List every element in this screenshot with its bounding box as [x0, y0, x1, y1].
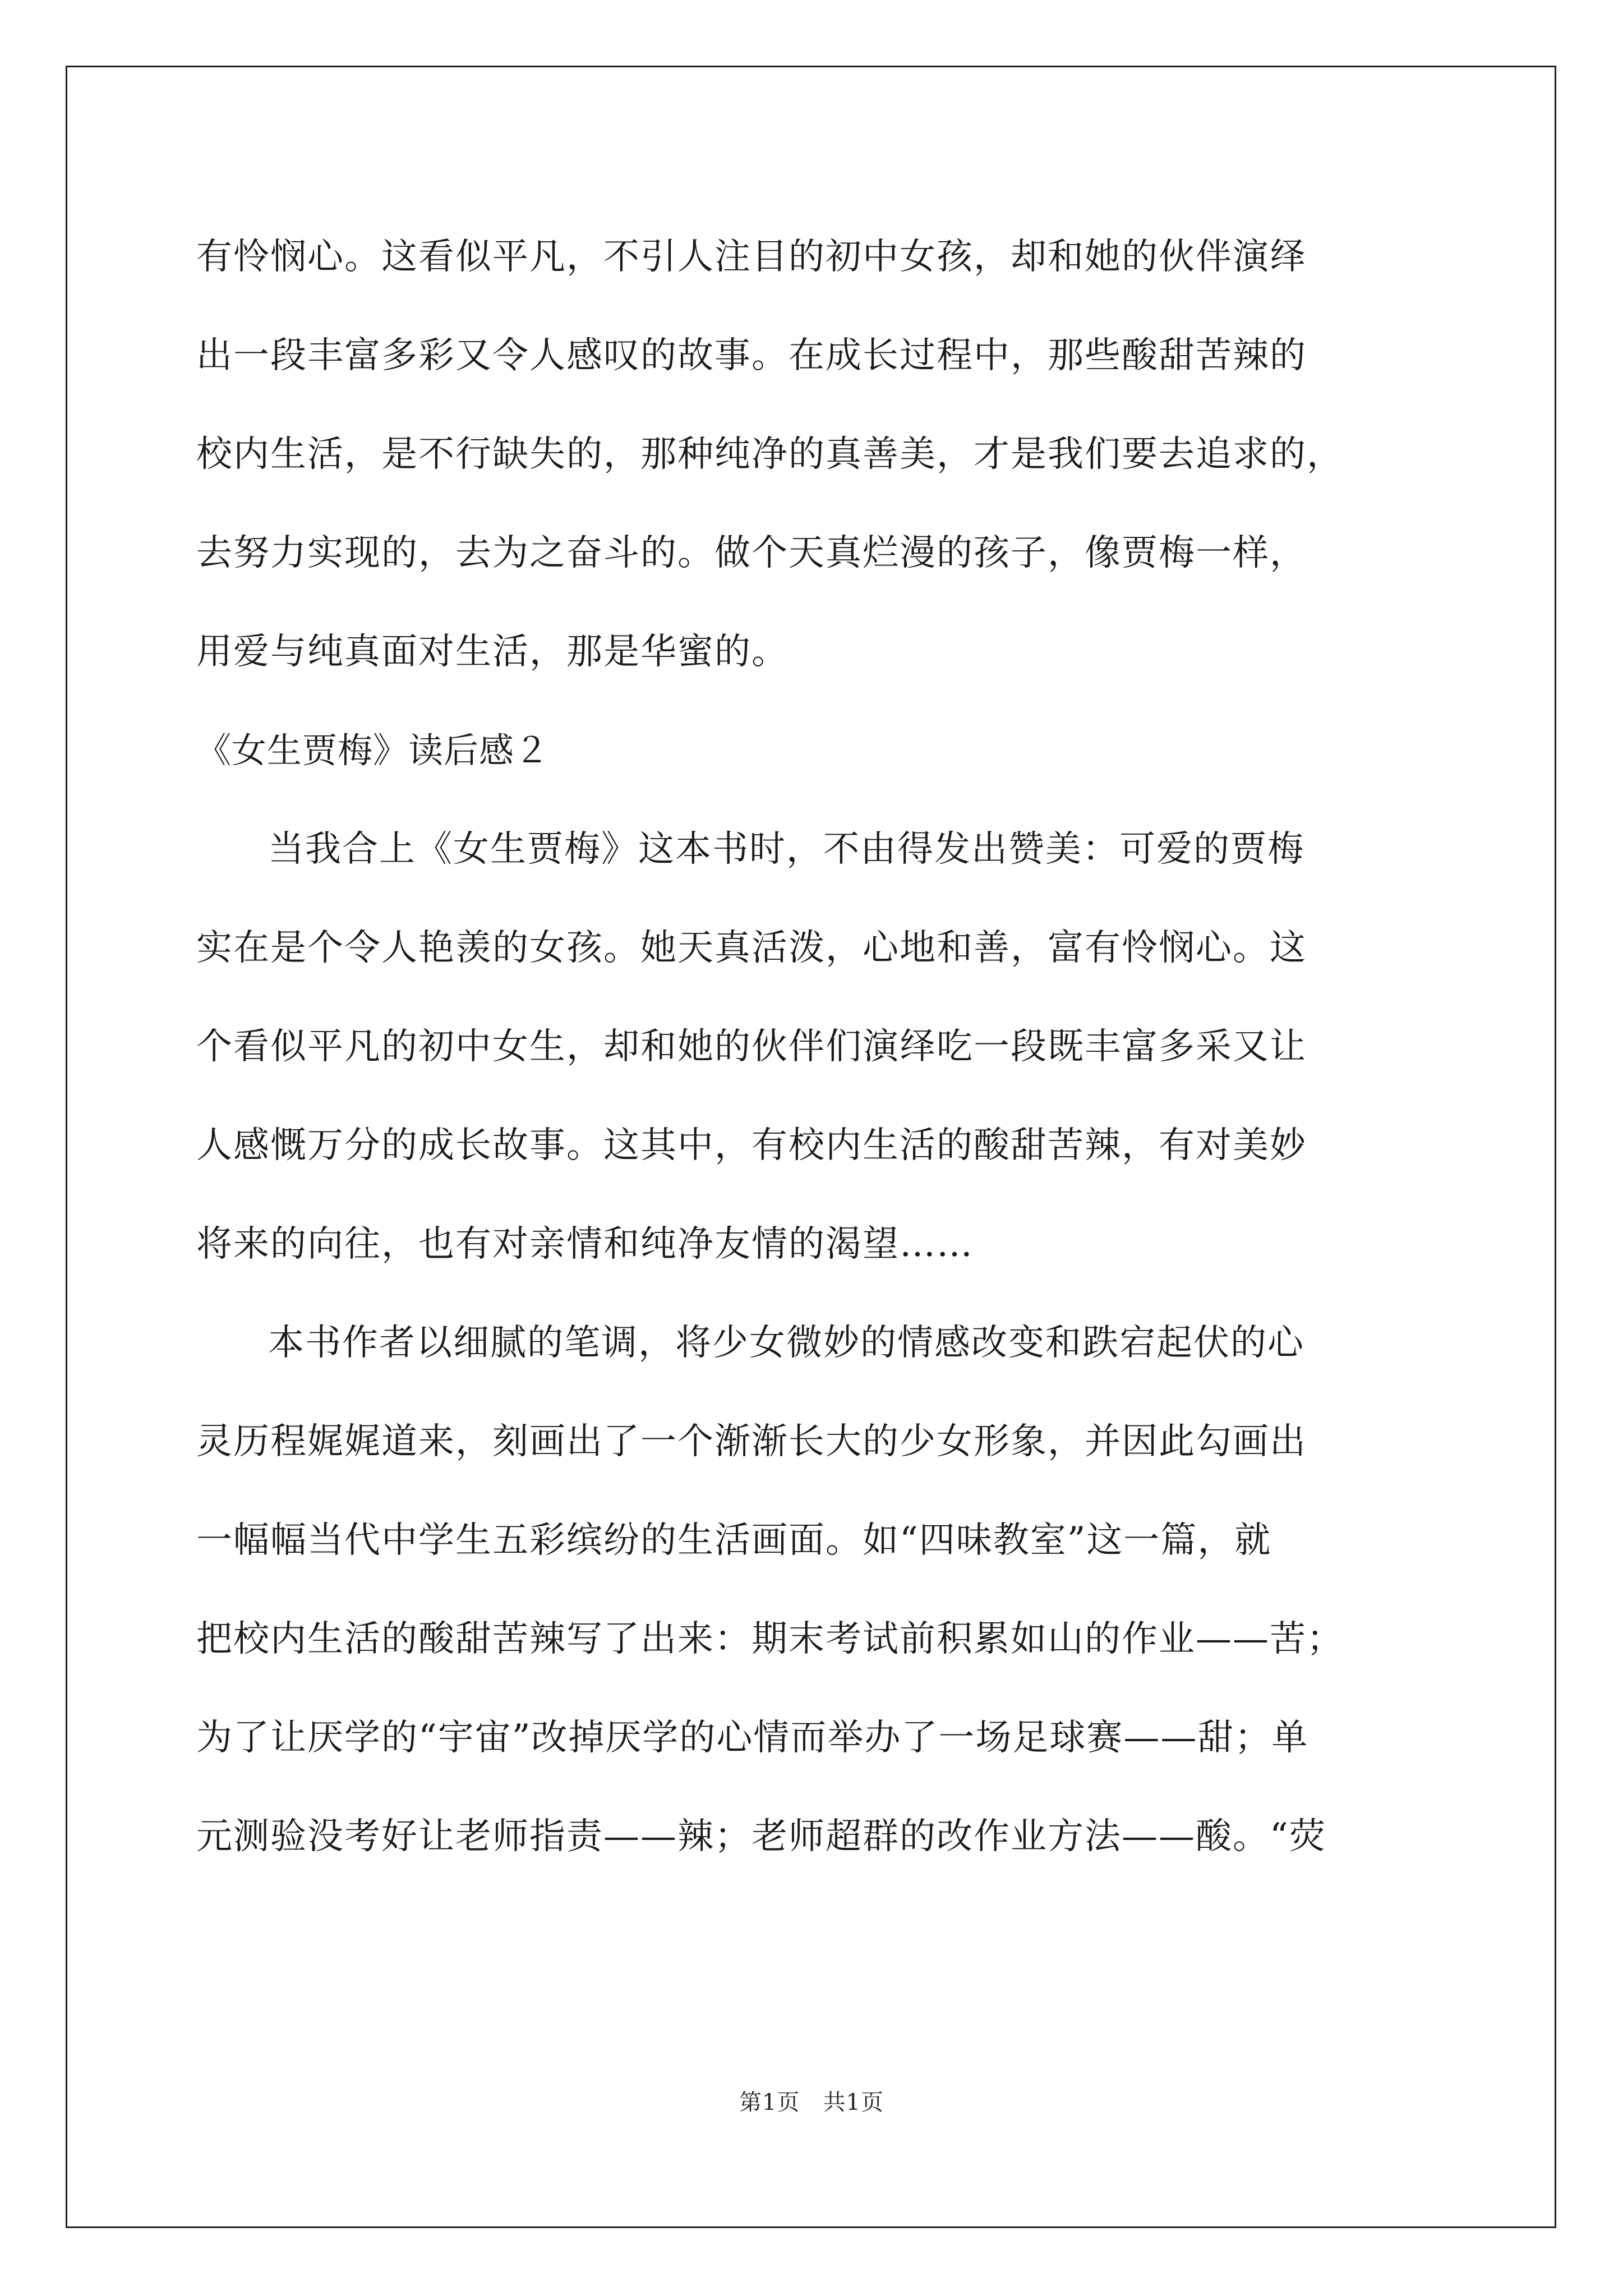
text-line: 灵历程娓娓道来，刻画出了一个渐渐长大的少女形象，并因此勾画出 [196, 1421, 1307, 1462]
text-line: 把校内生活的酸甜苦辣写了出来：期末考试前积累如山的作业——苦； [196, 1618, 1344, 1660]
text-line: 有怜悯心。这看似平凡，不引人注目的初中女孩，却和她的伙伴演绎 [196, 236, 1307, 278]
text-line: 个看似平凡的初中女生，却和她的伙伴们演绎吃一段既丰富多采又让 [196, 1026, 1307, 1068]
paragraph-start-line: 本书作者以细腻的笔调，将少女微妙的情感改变和跌宕起伏的心 [268, 1322, 1304, 1364]
section-heading: 《女生贾梅》读后感２ [196, 730, 550, 771]
text-line: 校内生活，是不行缺失的，那种纯净的真善美，才是我们要去追求的， [196, 434, 1344, 475]
text-line: 出一段丰富多彩又令人感叹的故事。在成长过程中，那些酸甜苦辣的 [196, 335, 1307, 376]
document-body [196, 208, 1447, 1886]
text-line: 去努力实现的，去为之奋斗的。做个天真烂漫的孩子，像贾梅一样， [196, 532, 1307, 574]
page-footer: 第1页 共1页 [739, 2090, 884, 2115]
text-line: 人感慨万分的成长故事。这其中，有校内生活的酸甜苦辣，有对美妙 [196, 1125, 1307, 1166]
text-line: 用爱与纯真面对生活，那是华蜜的。 [196, 631, 789, 673]
text-line: 实在是个令人艳羡的女孩。她天真活泼，心地和善，富有怜悯心。这 [196, 927, 1307, 969]
paragraph-start-line: 当我合上《女生贾梅》这本书时，不由得发出赞美：可爱的贾梅 [268, 829, 1304, 870]
text-line: 将来的向往，也有对亲情和纯净友情的渴望…… [196, 1223, 974, 1265]
text-line: 为了让厌学的“宇宙”改掉厌学的心情而举办了一场足球赛——甜；单 [196, 1717, 1309, 1759]
text-line: 元测验没考好让老师指责——辣；老师超群的改作业方法——酸。“荧 [196, 1816, 1326, 1857]
text-line: 一幅幅当代中学生五彩缤纷的生活画面。如“四味教室”这一篇，就 [196, 1520, 1272, 1561]
